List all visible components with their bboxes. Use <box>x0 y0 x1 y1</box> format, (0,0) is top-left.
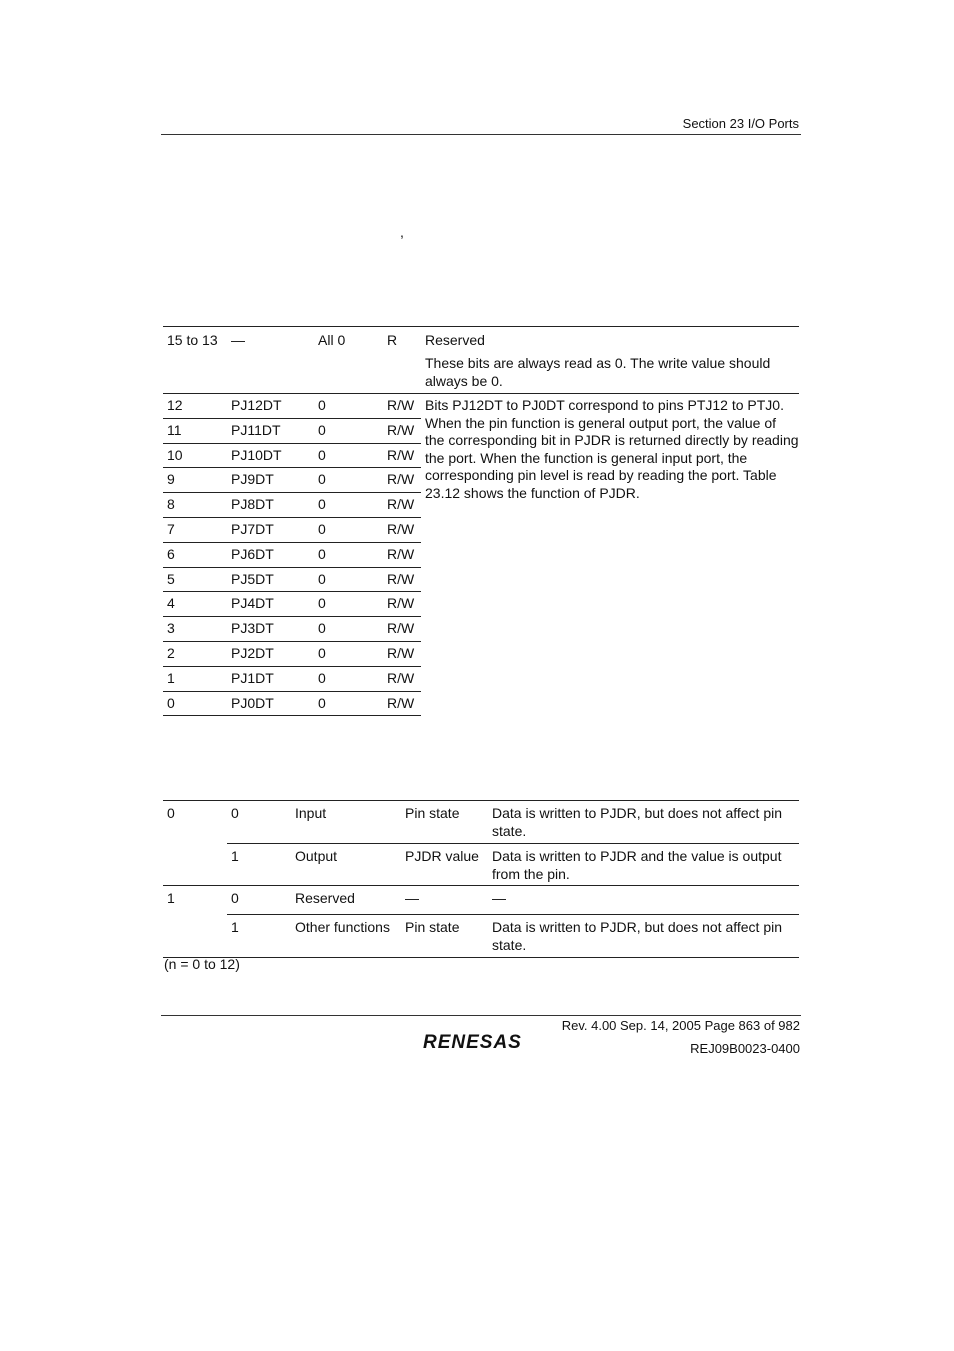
bit-name-cell: PJ8DT <box>227 493 314 518</box>
rw-cell: R/W <box>383 567 421 592</box>
table-row <box>163 327 799 394</box>
function-cell-b: 0 <box>227 886 291 915</box>
register-bit-table <box>163 326 799 716</box>
bit-cell: 2 <box>163 641 227 666</box>
bit-cell: 5 <box>163 567 227 592</box>
pin-function-cell: Input <box>291 801 401 844</box>
bit-cell: 6 <box>163 542 227 567</box>
initial-value-cell: 0 <box>314 394 383 419</box>
revision-info: Rev. 4.00 Sep. 14, 2005 Page 863 of 982 <box>561 1018 800 1033</box>
pjdr-function-table <box>163 800 799 958</box>
reserved-description: These bits are always read as 0. The write value should always be 0. <box>425 355 771 389</box>
stray-mark: , <box>400 224 404 240</box>
initial-value-cell: 0 <box>314 666 383 691</box>
table-note: (n = 0 to 12) <box>164 956 240 972</box>
renesas-logo <box>422 1030 544 1057</box>
rw-cell: R/W <box>383 542 421 567</box>
initial-value-cell: 0 <box>314 542 383 567</box>
bit-cell: 4 <box>163 592 227 617</box>
bit-cell: 12 <box>163 394 227 419</box>
initial-value-cell: 0 <box>314 517 383 542</box>
pin-function-cell: Reserved <box>291 886 401 915</box>
bit-name-cell: PJ9DT <box>227 468 314 493</box>
initial-value-cell: 0 <box>314 641 383 666</box>
rw-cell: R/W <box>383 617 421 642</box>
initial-value-cell: 0 <box>314 418 383 443</box>
table-row <box>163 915 799 958</box>
reserved-title: Reserved <box>425 332 485 348</box>
table-row <box>163 801 799 844</box>
bit-name-cell: PJ0DT <box>227 691 314 716</box>
function-cell-a: 1 <box>167 890 175 906</box>
write-value-cell: Data is written to PJDR and the value is output from the pin. <box>488 843 799 886</box>
read-value-cell: Pin state <box>405 919 460 935</box>
bit-name-cell: PJ3DT <box>227 617 314 642</box>
read-value-cell: PJDR value <box>401 843 488 886</box>
pin-function-cell: Other functions <box>295 919 390 935</box>
initial-value-cell: 0 <box>314 493 383 518</box>
bit-name-cell: PJ11DT <box>227 418 314 443</box>
bit-name-cell: PJ7DT <box>227 517 314 542</box>
bit-name-cell: PJ12DT <box>227 394 314 419</box>
bit-cell: 3 <box>163 617 227 642</box>
rw-cell: R/W <box>383 394 421 419</box>
pin-function-cell: Output <box>291 843 401 886</box>
rw-cell: R/W <box>383 418 421 443</box>
document-number: REJ09B0023-0400 <box>690 1041 800 1056</box>
rw-cell: R/W <box>383 468 421 493</box>
rw-cell: R/W <box>383 641 421 666</box>
bit-name-cell: PJ2DT <box>227 641 314 666</box>
function-cell-b: 1 <box>227 843 291 886</box>
table-row <box>163 843 799 886</box>
bit-cell: 1 <box>163 666 227 691</box>
initial-value-cell: 0 <box>314 443 383 468</box>
table-row <box>163 886 799 915</box>
description-cell <box>421 327 799 394</box>
header-rule <box>161 134 801 135</box>
bit-cell: 8 <box>163 493 227 518</box>
rw-cell: R/W <box>383 493 421 518</box>
write-value-cell: — <box>488 886 799 915</box>
bit-cell: 9 <box>163 468 227 493</box>
rw-cell: R/W <box>383 666 421 691</box>
bit-name-cell: PJ4DT <box>227 592 314 617</box>
renesas-logo-text: RENESAS <box>423 1032 522 1052</box>
bit-name-cell: PJ10DT <box>227 443 314 468</box>
function-cell-b: 1 <box>231 919 239 935</box>
initial-value-cell: 0 <box>314 468 383 493</box>
rw-cell: R/W <box>383 691 421 716</box>
bit-name-cell: PJ6DT <box>227 542 314 567</box>
write-value-cell: Data is written to PJDR, but does not affect pin state. <box>492 919 783 953</box>
bit-cell: 15 to 13 <box>163 327 227 394</box>
read-value-cell: Pin state <box>401 801 488 844</box>
rw-cell: R/W <box>383 592 421 617</box>
bit-name-cell: PJ5DT <box>227 567 314 592</box>
initial-value-cell: 0 <box>314 617 383 642</box>
bit-cell: 10 <box>163 443 227 468</box>
bit-name-cell: — <box>227 327 314 394</box>
rw-cell: R <box>383 327 421 394</box>
initial-value-cell: 0 <box>314 691 383 716</box>
initial-value-cell: All 0 <box>314 327 383 394</box>
initial-value-cell: 0 <box>314 592 383 617</box>
read-value-cell: — <box>401 886 488 915</box>
bit-cell: 0 <box>163 691 227 716</box>
table-row <box>163 394 799 419</box>
function-cell-b: 0 <box>227 801 291 844</box>
write-value-cell: Data is written to PJDR, but does not affect pin state. <box>488 801 799 844</box>
bit-cell: 11 <box>163 418 227 443</box>
initial-value-cell: 0 <box>314 567 383 592</box>
section-header: Section 23 I/O Ports <box>682 116 799 131</box>
footer-rule <box>161 1015 801 1016</box>
bits-description-cell: Bits PJ12DT to PJ0DT correspond to pins PTJ12 to PTJ0. When the pin function is general output port, the value of the corresponding bit in PJDR is returned directly by reading the port. When the function is general input port, the corresponding pin level is read by reading the port. Table 23.12 shows the function of PJDR. <box>425 397 799 501</box>
rw-cell: R/W <box>383 443 421 468</box>
bit-name-cell: PJ1DT <box>227 666 314 691</box>
function-cell-a: 0 <box>163 801 227 886</box>
bit-cell: 7 <box>163 517 227 542</box>
rw-cell: R/W <box>383 517 421 542</box>
